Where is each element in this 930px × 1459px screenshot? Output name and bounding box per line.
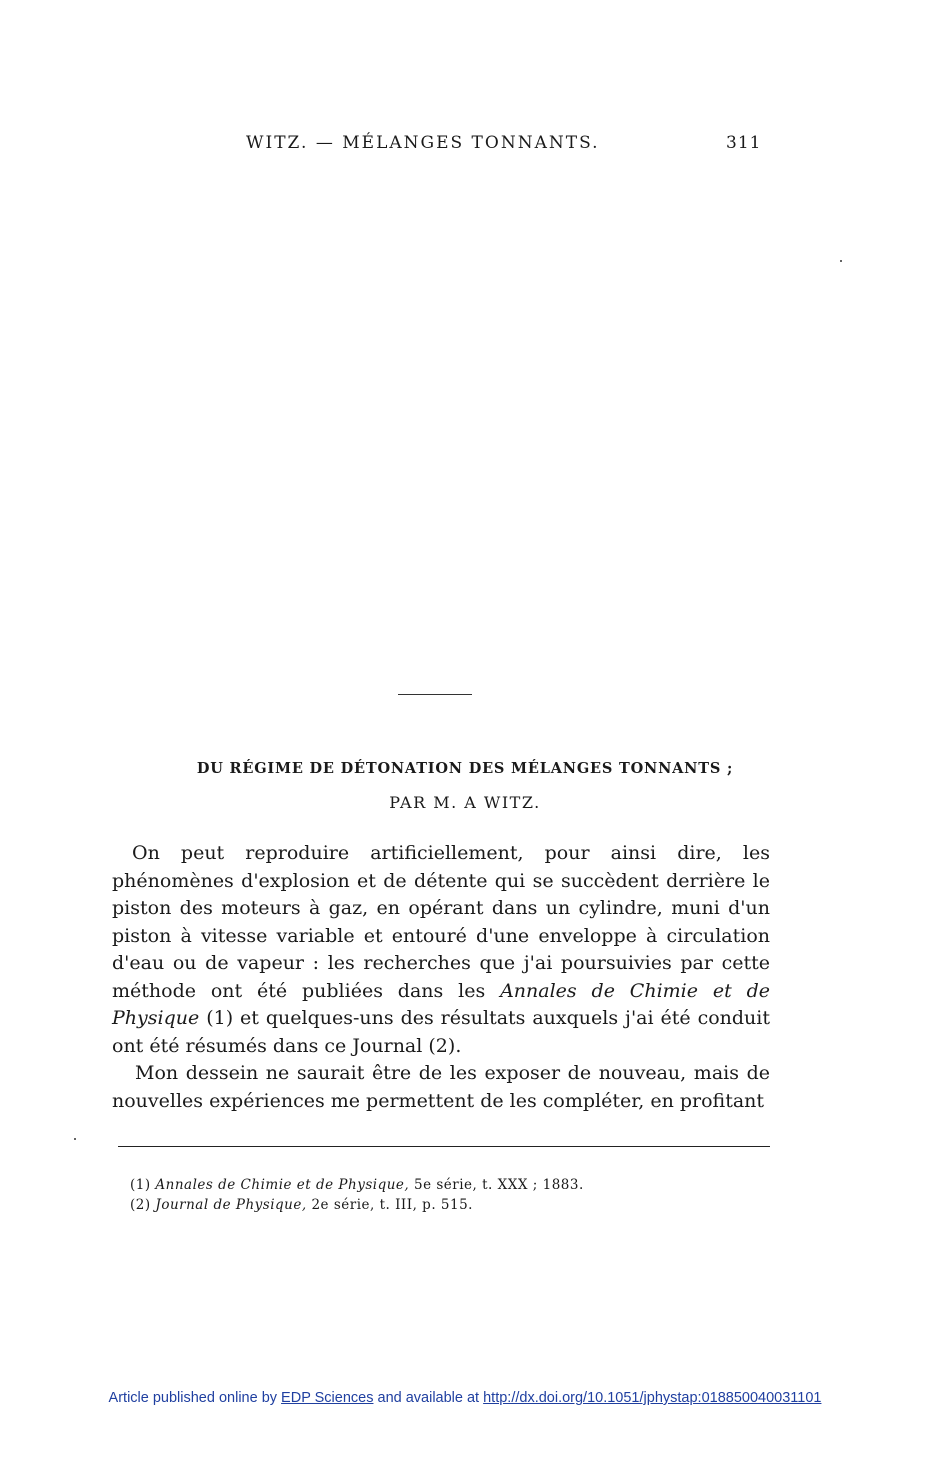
footnote-ref-2[interactable]: (2) bbox=[428, 1034, 456, 1057]
journal-citation: Annales de Chimie et de Physique bbox=[112, 979, 770, 1029]
footnote-2 bbox=[130, 1195, 770, 1215]
footnote-detail: 2e série, t. III, p. 515. bbox=[311, 1197, 473, 1213]
banner-prefix: Article published online by bbox=[108, 1390, 278, 1406]
footnote-detail: 5e série, t. XXX ; 1883. bbox=[414, 1177, 584, 1193]
article-title: DU RÉGIME DE DÉTONATION DES MÉLANGES TONNANTS ; bbox=[196, 760, 734, 777]
publisher-link[interactable]: EDP Sciences bbox=[281, 1390, 374, 1406]
footnotes bbox=[130, 1175, 770, 1215]
running-head: WITZ. — MÉLANGES TONNANTS. bbox=[246, 133, 600, 153]
footnote-ref-1[interactable]: (1) bbox=[206, 1007, 234, 1029]
footnote-marker: (1) bbox=[130, 1177, 151, 1193]
print-speck bbox=[840, 260, 842, 262]
footnote-rule bbox=[118, 1146, 770, 1147]
footnote-source: Journal de Physique, bbox=[155, 1197, 307, 1213]
section-divider bbox=[398, 694, 472, 695]
paragraph-2: Mon dessein ne saurait être de les exposer de nouveau, mais de nouvelles expériences me permettent de les compléter, en profitant bbox=[112, 1062, 770, 1112]
publisher-banner bbox=[0, 1390, 930, 1406]
page-number: 311 bbox=[726, 133, 762, 153]
paragraph-1 bbox=[112, 840, 770, 1060]
paragraph-1-text-cont: et quelques-uns des résultats auxquels j'ai été conduit ont été résumés dans ce Journal bbox=[112, 1007, 771, 1057]
footnote-source: Annales de Chimie et de Physique, bbox=[155, 1177, 410, 1193]
paragraph-1-end: . bbox=[455, 1034, 462, 1057]
doi-link[interactable]: http://dx.doi.org/10.1051/jphystap:018850040031101 bbox=[483, 1390, 822, 1406]
article-body bbox=[112, 840, 770, 1115]
footnote-1 bbox=[130, 1175, 770, 1195]
article-byline: PAR M. A WITZ. bbox=[389, 793, 541, 812]
banner-middle: and available at bbox=[377, 1390, 480, 1406]
paragraph-1-text: On peut reproduire artificiellement, pour ainsi dire, les phénomènes d'explosion et de détente qui se succèdent derrière le piston des moteurs à gaz, en opérant dans un cylindre, muni d'un piston à vitesse variable et entouré d'une enveloppe à circulation d'eau ou de vapeur : les recherches que j'ai poursuivies par cette méthode ont été publiées dans les bbox=[112, 842, 770, 1002]
footnote-marker: (2) bbox=[130, 1197, 151, 1213]
print-speck bbox=[74, 1138, 76, 1140]
